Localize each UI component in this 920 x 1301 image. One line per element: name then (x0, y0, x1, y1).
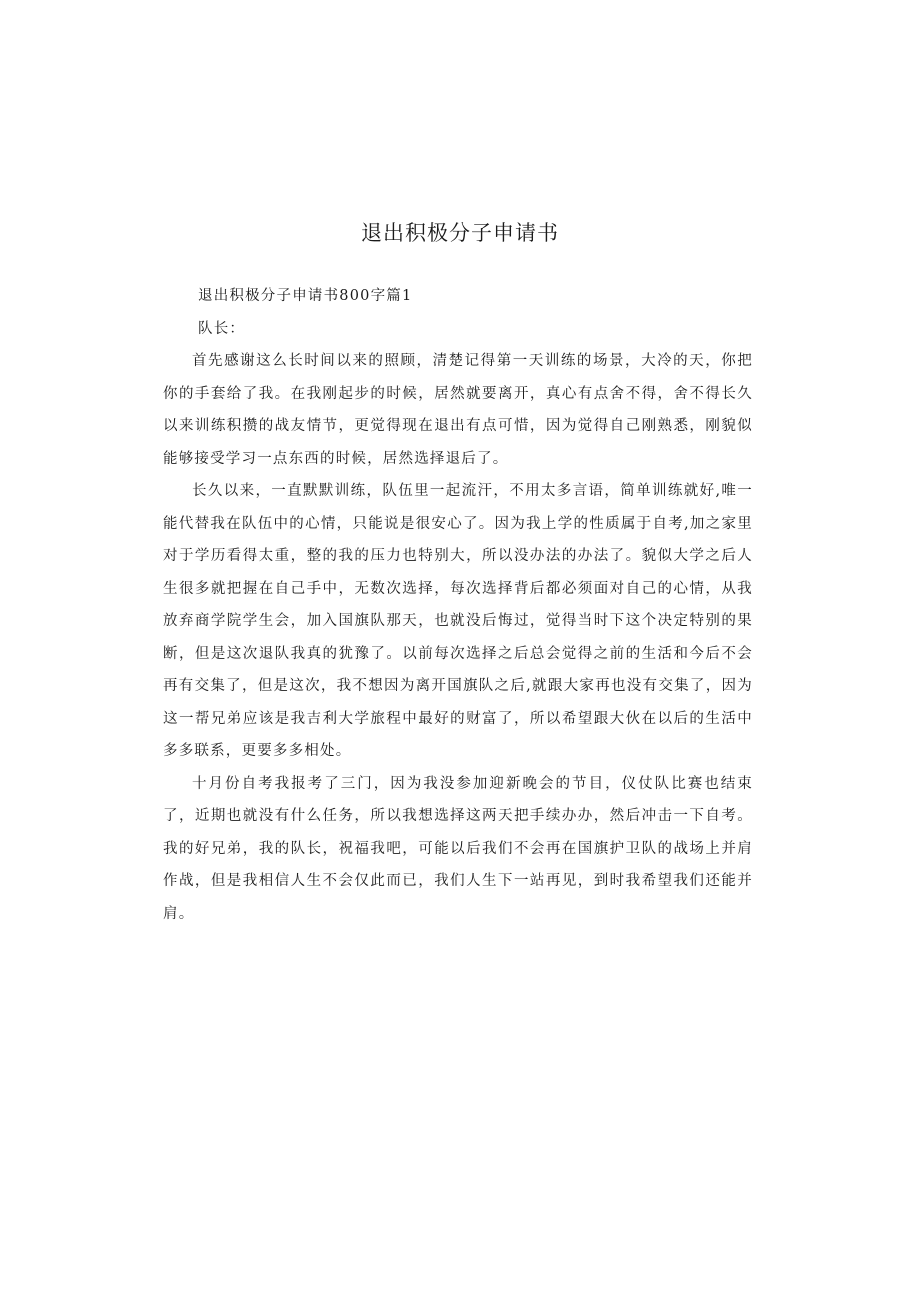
document-body (163, 280, 753, 930)
salutation: 队长： (198, 320, 246, 337)
paragraph-1: 首先感谢这么长时间以来的照顾，清楚记得第一天训练的场景，大冷的天，你把你的手套给了我。在我刚起步的时候，居然就要离开，真心有点舍不得，舍不得长久以来训练积攒的战友情节，更觉得现在退出有点可惜，因为觉得自己刚熟悉，刚貌似能够接受学习一点东西的时候，居然选择退后了。 (163, 353, 753, 467)
paragraph-2: 长久以来，一直默默训练，队伍里一起流汗，不用太多言语，简单训练就好,唯一能代替我在队伍中的心情，只能说是很安心了。因为我上学的性质属于自考,加之家里对于学历看得太重，整的我的压力也特别大，所以没办法的办法了。貌似大学之后人生很多就把握在自己手中，无数次选择，每次选择背后都必须面对自己的心情，从我放弃商学院学生会，加入国旗队那天，也就没后悔过，觉得当时下这个决定特别的果断，但是这次退队我真的犹豫了。以前每次选择之后总会觉得之前的生活和今后不会再有交集了，但是这次，我不想因为离开国旗队之后,就跟大家再也没有交集了，因为这一帮兄弟应该是我吉利大学旅程中最好的财富了，所以希望跟大伙在以后的生活中多多联系，更要多多相处。 (163, 483, 753, 759)
document-subtitle: 退出积极分子申请书800字篇1 (198, 288, 413, 304)
paragraph-3: 十月份自考我报考了三门，因为我没参加迎新晚会的节目，仪仗队比赛也结束了，近期也就没有什么任务，所以我想选择这两天把手续办办，然后冲击一下自考。我的好兄弟，我的队长，祝福我吧，可能以后我们不会再在国旗护卫队的战场上并肩作战，但是我相信人生不会仅此而已，我们人生下一站再见，到时我希望我们还能并肩。 (163, 775, 753, 922)
document-title: 退出积极分子申请书 (361, 221, 559, 245)
